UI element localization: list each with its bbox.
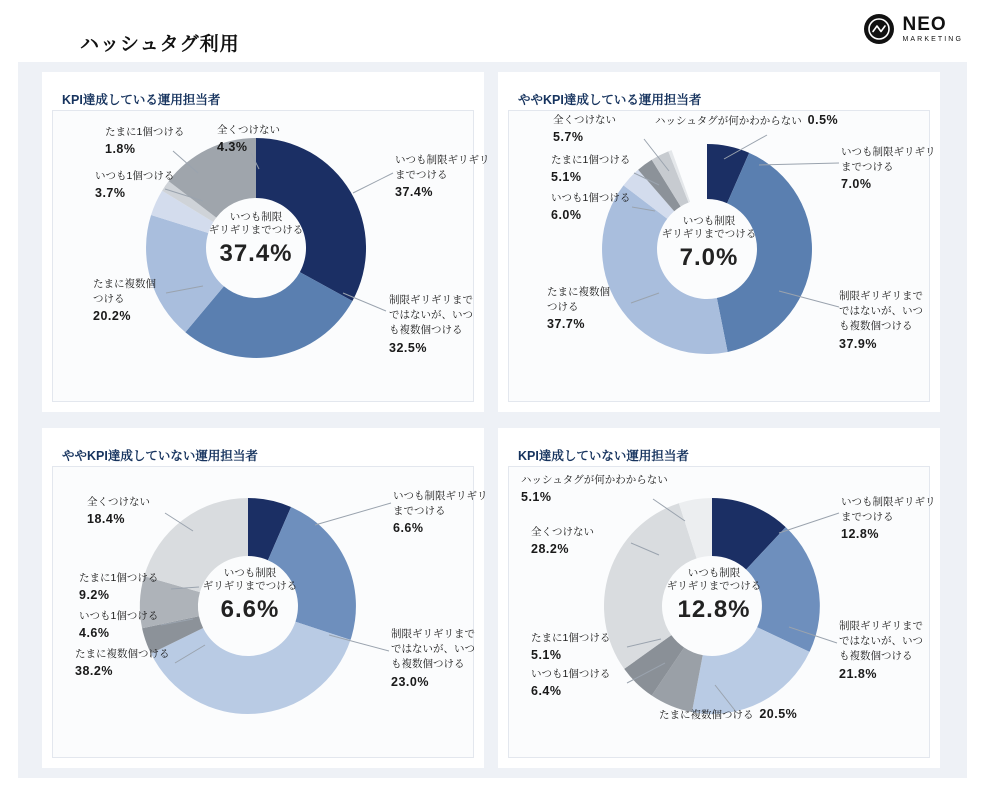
label-p2-seigen-fukusuu: 制限ギリギリまで ではないが、いつ も複数個つける 37.9% [839, 290, 923, 351]
label-p1-tamanifukusuu: たまに複数個 つける 20.2% [93, 278, 156, 324]
label-p3-seigen-fukusuu: 制限ギリギリまで ではないが、いつ も複数個つける 23.0% [391, 628, 475, 689]
center-caption: いつも制限 ギリギリまでつける [208, 211, 304, 237]
center-caption: いつも制限 ギリギリまでつける [666, 567, 762, 593]
label-p4-seigen-fukusuu: 制限ギリギリまで ではないが、いつ も複数個つける 21.8% [839, 620, 923, 681]
neo-circle-icon [864, 14, 894, 44]
panel-kpi-not-achieved [498, 428, 940, 768]
label-p1-mattaku: 全くつけない 4.3% [217, 124, 280, 155]
chart-area [508, 110, 936, 402]
center-value: 7.0% [679, 244, 739, 272]
label-p2-mattaku: 全くつけない 5.7% [553, 114, 616, 145]
label-p4-mattaku: 全くつけない 28.2% [531, 526, 594, 557]
label-p1-seigen-fukusuu: 制限ギリギリまで ではないが、いつ も複数個つける 32.5% [389, 294, 473, 355]
center-value: 6.6% [220, 596, 280, 624]
chart-area [508, 466, 936, 758]
label-p3-mattaku: 全くつけない 18.4% [87, 496, 150, 527]
label-p2-wakaranai: ハッシュタグが何かわからない 0.5% [655, 113, 839, 127]
label-p2-tamani1: たまに1個つける 5.1% [551, 154, 631, 185]
panel-kpi-achieved [42, 72, 490, 412]
panel-heading: KPI達成していない運用担当者 [508, 436, 689, 470]
label-p4-tamanifukusuu: たまに複数個つける 20.5% [659, 707, 798, 721]
dashboard-board [18, 62, 967, 778]
label-p1-itsumo-seigen: いつも制限ギリギリ までつける 37.4% [395, 154, 490, 200]
center-value: 12.8% [677, 596, 751, 624]
label-p3-itsumo1: いつも1個つける 4.6% [79, 610, 159, 641]
label-p3-tamani1: たまに1個つける 9.2% [79, 572, 159, 603]
logo-name: NEO [902, 14, 947, 35]
center-caption: いつも制限 ギリギリまでつける [661, 215, 757, 241]
center-caption: いつも制限 ギリギリまでつける [202, 567, 298, 593]
label-p4-itsumo-seigen: いつも制限ギリギリ までつける 12.8% [841, 496, 936, 542]
brand-logo [864, 14, 963, 44]
label-p2-itsumo1: いつも1個つける 6.0% [551, 192, 631, 223]
panel-heading: ややKPI達成している運用担当者 [508, 80, 701, 114]
label-p1-tamani1: たまに1個つける 1.8% [105, 126, 185, 157]
label-p3-tamanifukusuu: たまに複数個つける 38.2% [75, 648, 170, 679]
chart-area [52, 466, 488, 758]
label-p3-itsumo-seigen: いつも制限ギリギリ までつける 6.6% [393, 490, 488, 536]
panel-heading: KPI達成している運用担当者 [52, 80, 220, 114]
panel-heading: ややKPI達成していない運用担当者 [52, 436, 258, 470]
page-title: ハッシュタグ利用 [80, 33, 240, 55]
label-p4-wakaranai: ハッシュタグが何かわからない 5.1% [521, 474, 668, 505]
chart-area [52, 110, 490, 402]
label-p4-tamani1: たまに1個つける 5.1% [531, 632, 611, 663]
center-value: 37.4% [219, 240, 293, 268]
label-p4-itsumo1: いつも1個つける 6.4% [531, 668, 611, 699]
logo-subtitle: MARKETING [902, 36, 963, 43]
label-p2-itsumo-seigen: いつも制限ギリギリ までつける 7.0% [841, 146, 936, 192]
panel-kpi-somewhat-achieved [498, 72, 940, 412]
page-title-box [18, 22, 290, 62]
panel-kpi-somewhat-not-achieved [42, 428, 488, 768]
label-p2-tamanifukusuu: たまに複数個 つける 37.7% [547, 286, 610, 332]
label-p1-itsumo1: いつも1個つける 3.7% [95, 170, 175, 201]
